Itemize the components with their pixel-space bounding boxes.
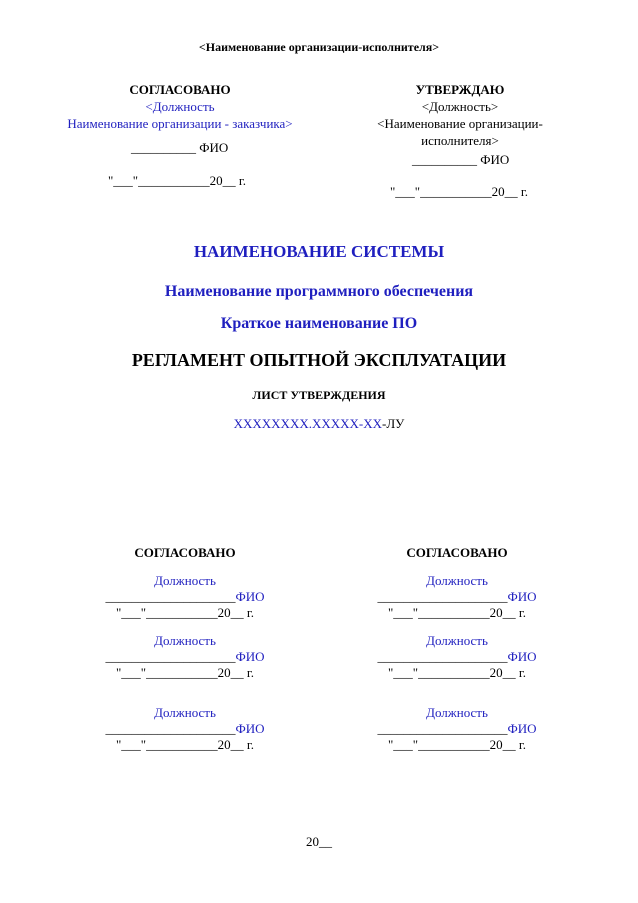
agree-left-position: Должность — [154, 705, 216, 720]
agree-left-date: "___"___________20__ г. — [116, 737, 254, 752]
agree-right-column — [372, 545, 542, 753]
approval-right-org-line1: <Наименование организации- — [377, 116, 543, 131]
agree-left-column — [100, 545, 270, 753]
approval-left-block — [60, 81, 300, 132]
agree-left-sign-line: ____________________ — [105, 721, 236, 736]
agree-left-sign-row — [100, 589, 270, 605]
agree-left-sign-line: ____________________ — [105, 589, 236, 604]
agree-right-position: Должность — [426, 633, 488, 648]
approval-left-position: <Должность — [145, 99, 215, 114]
agree-right-position: Должность — [426, 705, 488, 720]
agree-left-block — [100, 633, 270, 681]
document-code-suffix: -ЛУ — [382, 416, 405, 431]
agree-right-title: СОГЛАСОВАНО — [406, 545, 508, 560]
approval-left-org: Наименование организации - заказчика> — [67, 116, 293, 131]
system-name-title: НАИМЕНОВАНИЕ СИСТЕМЫ — [193, 242, 445, 261]
agree-left-date: "___"___________20__ г. — [116, 665, 254, 680]
agree-right-date: "___"___________20__ г. — [388, 605, 526, 620]
agree-left-title: СОГЛАСОВАНО — [134, 545, 236, 560]
agree-right-sign-row — [372, 649, 542, 665]
approval-right-block — [360, 81, 560, 149]
approval-right-title: УТВЕРЖДАЮ — [415, 82, 505, 97]
regulation-title: РЕГЛАМЕНТ ОПЫТНОЙ ЭКСПЛУАТАЦИИ — [131, 350, 507, 370]
agree-left-position: Должность — [154, 633, 216, 648]
footer-year: 20__ — [306, 834, 332, 849]
agree-left-sign-line: ____________________ — [105, 649, 236, 664]
software-name-title: Наименование программного обеспечения — [164, 283, 474, 300]
agree-right-sign-line: ____________________ — [377, 649, 508, 664]
agree-right-sign-line: ____________________ — [377, 589, 508, 604]
agree-left-sign-row — [100, 721, 270, 737]
approval-right-org-line2: исполнителя> — [421, 133, 499, 148]
approval-right-date: "___"___________20__ г. — [390, 184, 528, 199]
agree-left-date: "___"___________20__ г. — [116, 605, 254, 620]
agree-left-sign-row — [100, 649, 270, 665]
approval-right-signature: __________ ФИО — [412, 152, 510, 167]
agree-right-block — [372, 705, 542, 753]
agree-left-fio: ФИО — [235, 721, 265, 736]
agree-left-block — [100, 573, 270, 621]
agree-right-fio: ФИО — [507, 721, 537, 736]
agree-right-date: "___"___________20__ г. — [388, 665, 526, 680]
agree-right-block — [372, 633, 542, 681]
document-code — [0, 416, 638, 432]
agree-right-block — [372, 573, 542, 621]
agree-right-fio: ФИО — [507, 589, 537, 604]
agree-right-fio: ФИО — [507, 649, 537, 664]
document-code-main: ХХХХХХХХ.ХХХХХ-ХХ — [233, 416, 383, 431]
agree-right-sign-row — [372, 721, 542, 737]
agree-left-fio: ФИО — [235, 589, 265, 604]
agree-right-position: Должность — [426, 573, 488, 588]
agree-right-date: "___"___________20__ г. — [388, 737, 526, 752]
agree-left-block — [100, 705, 270, 753]
agree-right-sign-row — [372, 589, 542, 605]
agree-right-sign-line: ____________________ — [377, 721, 508, 736]
approval-right-position: <Должность> — [421, 99, 499, 114]
approval-left-title: СОГЛАСОВАНО — [129, 82, 231, 97]
approval-left-date: "___"___________20__ г. — [108, 173, 246, 188]
org-executor-header: <Наименование организации-исполнителя> — [198, 40, 440, 54]
agree-left-fio: ФИО — [235, 649, 265, 664]
short-name-title: Краткое наименование ПО — [220, 315, 418, 332]
approval-sheet-title: ЛИСТ УТВЕРЖДЕНИЯ — [252, 388, 386, 402]
approval-left-signature: __________ ФИО — [131, 140, 229, 155]
agree-left-position: Должность — [154, 573, 216, 588]
